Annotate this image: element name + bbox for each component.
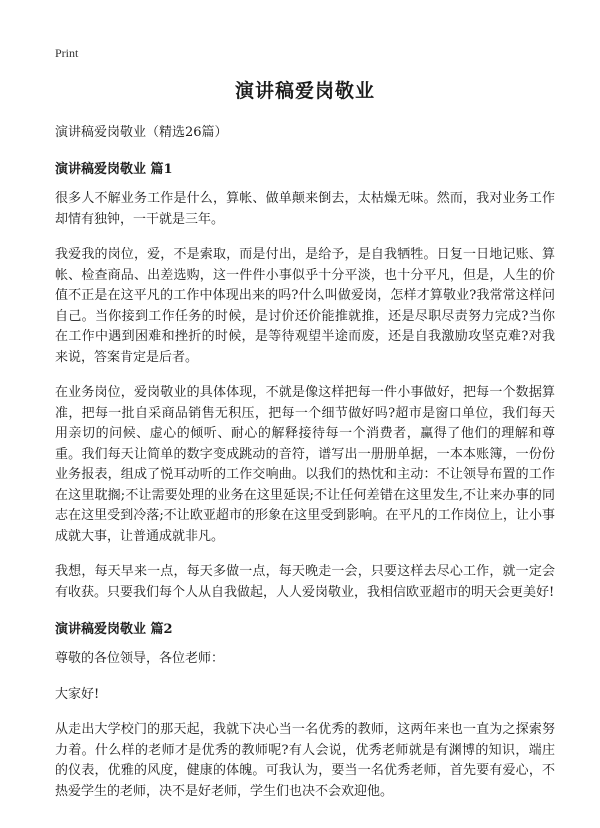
section-2 [55,618,555,802]
page-title: 演讲稿爱岗敬业 [234,80,375,102]
document-body [55,76,555,817]
section-heading: 演讲稿爱岗敬业 篇2 [55,622,173,637]
section-heading: 演讲稿爱岗敬业 篇1 [55,162,173,177]
section-1 [55,158,555,603]
paragraph: 很多人不解业务工作是什么，算帐、做单颠来倒去，太枯燥无味。然而，我对业务工作却情有独钟，一干就是三年。 [55,191,555,227]
paragraph: 在业务岗位，爱岗敬业的具体体现，不就是像这样把每一件小事做好，把每一个数据算准，把每一批自采商品销售无积压，把每一个细节做好吗?超市是窗口单位，我们每天用亲切的问候、虚心的倾听、耐心的解释接待每一个消费者，赢得了他们的理解和尊重。我们每天让简单的数字变成跳动的音符，谱写出一册册单据，一本本账簿，一份份业务报表，组成了悦耳动听的工作交响曲。以我们的热忱和主动：不让领导布置的工作在这里耽搁;不让需要处理的业务在这里延误;不让任何差错在这里发生,不让来办事的同志在这里受到冷落;不让欧亚超市的形象在这里受到影响。在平凡的工作岗位上，让小事成就大事，让普通成就非凡。 [55,385,555,544]
document-subtitle: 演讲稿爱岗敬业（精选26篇） [55,125,228,140]
paragraph: 我想，每天早来一点，每天多做一点，每天晚走一会，只要这样去尽心工作，就一定会有收获。只要我们每个人从自我做起，人人爱岗敬业，我相信欧亚超市的明天会更美好! [55,564,555,600]
paragraph: 尊敬的各位领导，各位老师： [55,651,225,666]
paragraph: 从走出大学校门的那天起，我就下决心当一名优秀的教师，这两年来也一直为之探索努力着。什么样的老师才是优秀的教师呢?有人会说，优秀老师就是有渊博的知识，端庄的仪表，优雅的风度，健康的体魄。可我认为，要当一名优秀老师，首先要有爱心，不热爱学生的老师，决不是好老师，学生们也决不会欢迎他。 [55,722,555,799]
print-link[interactable]: Print [55,46,79,60]
paragraph: 我爱我的岗位，爱，不是索取，而是付出，是给予，是自我牺牲。日复一日地记账、算帐、检查商品、出差选购，这一件件小事似乎十分平淡，也十分平凡，但是，人生的价值不正是在这平凡的工作中体现出来的吗?什么叫做爱岗，怎样才算敬业?我常常这样问自己。当你接到工作任务的时候，是讨价还价能推就推，还是尽职尽责努力完成?当你在工作中遇到困难和挫折的时候，是等待观望半途而废，还是自我激励攻坚克难?对我来说，答案肯定是后者。 [55,247,555,365]
paragraph: 大家好! [55,686,100,702]
